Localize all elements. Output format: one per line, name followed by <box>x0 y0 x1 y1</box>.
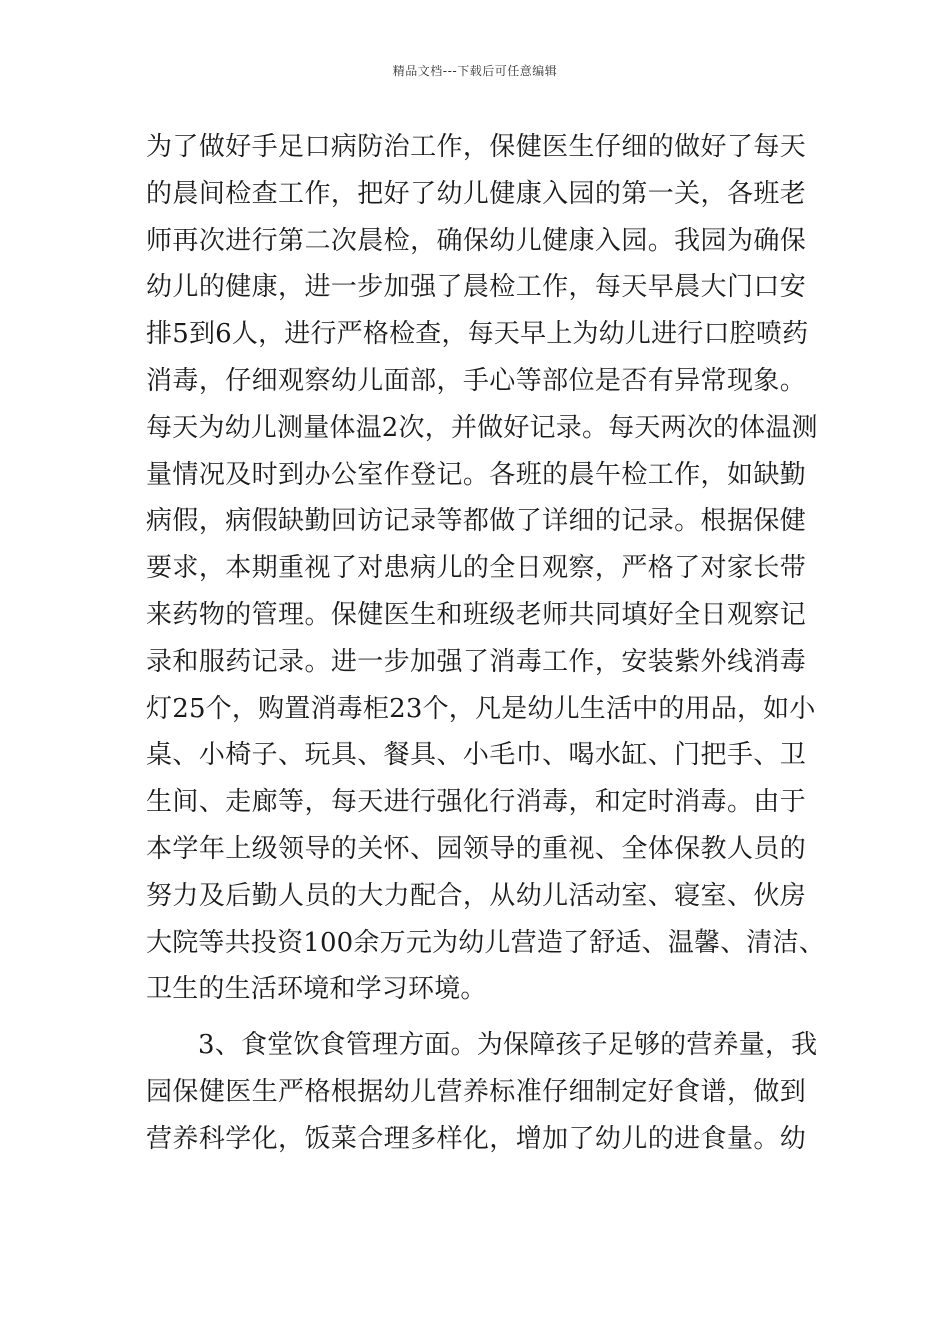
text-line: 营养科学化，饭菜合理多样化，增加了幼儿的进食量。幼 <box>146 1123 806 1154</box>
text-line: 病假，病假缺勤回访记录等都做了详细的记录。根据保健 <box>146 506 806 537</box>
page-header: 精品文档---下载后可任意编辑 <box>392 64 558 78</box>
text-line: 师再次进行第二次晨检，确保幼儿健康入园。我园为确保 <box>146 225 806 256</box>
paragraph <box>146 1022 818 1162</box>
text-line: 园保健医生严格根据幼儿营养标准仔细制定好食谱，做到 <box>146 1076 806 1107</box>
paragraph-spacer <box>146 1013 806 1022</box>
text-line: 努力及后勤人员的大力配合，从幼儿活动室、寝室、伙房 <box>146 880 806 911</box>
text-line: 每天为幼儿测量体温2次，并做好记录。每天两次的体温测 <box>146 412 818 443</box>
text-line: 灯25个，购置消毒柜23个，凡是幼儿生活中的用品，如小 <box>146 693 816 724</box>
paragraph <box>146 124 826 1013</box>
text-line: 消毒，仔细观察幼儿面部，手心等部位是否有异常现象。 <box>146 365 806 396</box>
text-line: 来药物的管理。保健医生和班级老师共同填好全日观察记 <box>146 599 806 630</box>
text-line: 幼儿的健康，进一步加强了晨检工作，每天早晨大门口安 <box>146 272 806 303</box>
text-line: 的晨间检查工作，把好了幼儿健康入园的第一关，各班老 <box>146 178 806 209</box>
text-line: 生间、走廊等，每天进行强化行消毒，和定时消毒。由于 <box>146 787 806 818</box>
text-line: 排5到6人，进行严格检查，每天早上为幼儿进行口腔喷药 <box>146 319 809 350</box>
text-line: 桌、小椅子、玩具、餐具、小毛巾、喝水缸、门把手、卫 <box>146 740 806 771</box>
text-line: 大院等共投资100余万元为幼儿营造了舒适、温馨、清洁、 <box>146 927 826 958</box>
document-body <box>146 124 826 1163</box>
text-line: 录和服药记录。进一步加强了消毒工作，安装紫外线消毒 <box>146 646 806 677</box>
text-line: 量情况及时到办公室作登记。各班的晨午检工作，如缺勤 <box>146 459 806 490</box>
text-line: 卫生的生活环境和学习环境。 <box>146 974 487 1005</box>
text-line: 本学年上级领导的关怀、园领导的重视、全体保教人员的 <box>146 833 806 864</box>
text-line: 为了做好手足口病防治工作，保健医生仔细的做好了每天 <box>146 132 806 162</box>
text-line: 要求，本期重视了对患病儿的全日观察，严格了对家长带 <box>146 553 806 584</box>
text-line: 3、食堂饮食管理方面。为保障孩子足够的营养量，我 <box>198 1030 818 1061</box>
